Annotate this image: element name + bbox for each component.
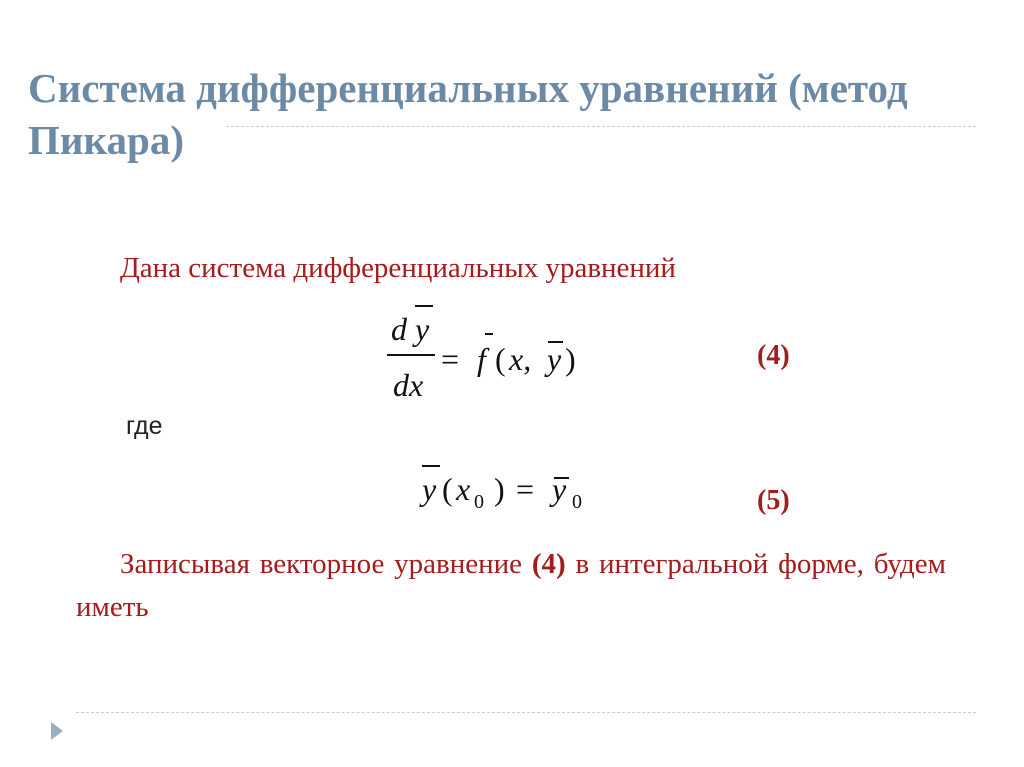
eq4-func: f [477, 341, 486, 377]
title-divider [226, 126, 976, 127]
equation-number-5: (5) [757, 485, 790, 516]
bottom-divider [76, 712, 976, 713]
eq4-close: ) [565, 341, 576, 377]
paragraph-equation-ref: (4) [531, 548, 566, 580]
eq4-denominator: dx [393, 367, 424, 403]
eq5-lhs-y: y [422, 471, 437, 507]
equation-number-4: (4) [757, 340, 790, 371]
eq5-rhs-sub: 0 [572, 491, 582, 513]
eq4-arg-y: y [547, 341, 562, 377]
eq4-num-d: d [391, 311, 407, 347]
eq5-equals: = [516, 471, 535, 507]
equation-5 [418, 458, 608, 518]
paragraph-part2: в интегральной форме, будем иметь [76, 548, 946, 623]
slide-title: Система дифференциальных уравнений (метод Пикара) [28, 65, 908, 163]
where-label: где [126, 412, 163, 440]
eq4-open: ( [495, 341, 506, 377]
eq5-arg-x: x [456, 471, 471, 507]
intro-text: Дана система дифференциальных уравнений [120, 252, 676, 284]
eq5-rhs-y: y [552, 471, 567, 507]
paragraph-part1: Записывая векторное уравнение [120, 548, 523, 580]
eq5-close: ) [494, 471, 505, 507]
eq4-equals: = [441, 341, 460, 377]
eq4-arg-x: x, [509, 341, 532, 377]
equation-4 [385, 300, 615, 410]
integral-form-paragraph [76, 543, 946, 629]
eq4-num-y: y [415, 311, 430, 347]
eq5-open: ( [442, 471, 453, 507]
play-triangle-icon [51, 722, 63, 740]
eq5-sub0: 0 [474, 491, 484, 513]
